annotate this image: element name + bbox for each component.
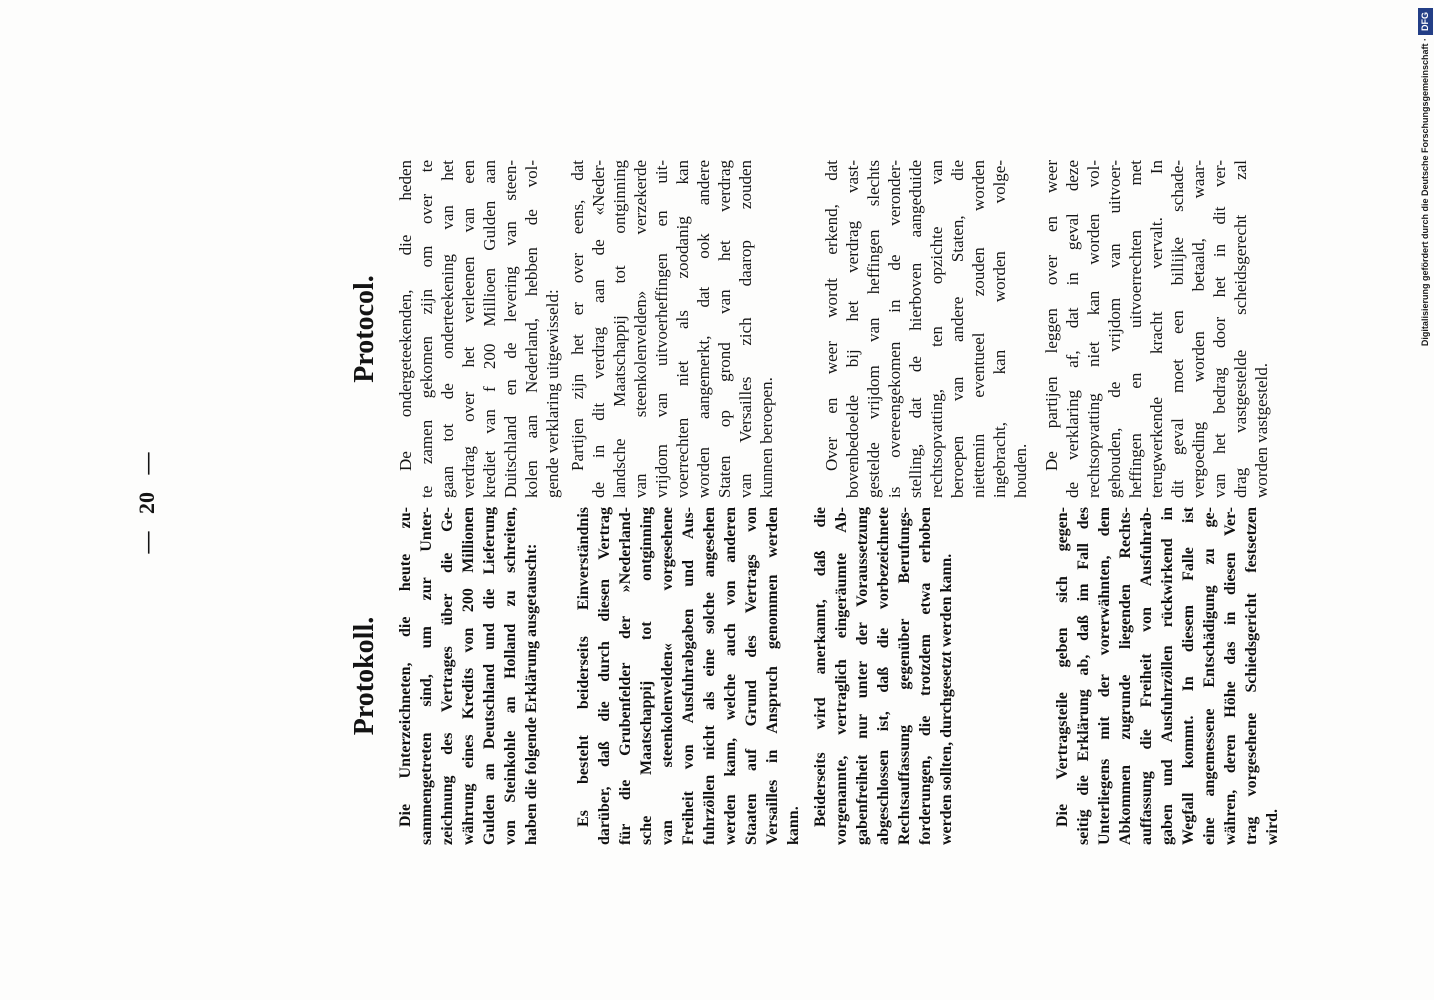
- text-line: De ondergeteekenden, die heden: [396, 160, 415, 471]
- dutch-paragraph-1: [395, 160, 563, 498]
- text-line: de in dit verdrag aan de «Neder-: [589, 160, 608, 498]
- german-paragraph-1: [395, 507, 542, 845]
- digitization-credit: [1418, 8, 1433, 346]
- text-line: Duitschland en de levering van steen-: [501, 160, 520, 498]
- text-line: für die Grubenfelder der »Nederland-: [617, 507, 634, 845]
- text-line: seitig die Erklärung ab, daß im Fall des: [1075, 507, 1092, 845]
- german-paragraph-4: [1052, 507, 1283, 845]
- text-line: de verklaring af, dat in geval deze: [1063, 160, 1082, 498]
- text-line: forderungen, die trotzdem etwa erhoben: [917, 507, 934, 845]
- german-heading: Protokoll.: [349, 616, 380, 736]
- text-line: auffassung die Freiheit von Ausfuhrab-: [1138, 507, 1155, 845]
- text-line: währung eines Kredits von 200 Millionen: [460, 507, 477, 845]
- text-line: krediet van f 200 Millioen Gulden aan: [480, 160, 499, 498]
- text-line: stelling, dat de hierboven aangeduide: [906, 160, 925, 498]
- text-line: Abkommen zugrunde liegenden Rechts-: [1117, 507, 1134, 845]
- text-line: vrijdom van uitvoerheffingen en uit-: [652, 160, 671, 498]
- text-line: abgeschlossen ist, daß die vorbezeichnete: [875, 507, 892, 845]
- text-line: van Versailles zich daarop zouden: [736, 160, 755, 498]
- text-line: Staten op grond van het verdrag: [715, 160, 734, 498]
- text-line: Es besteht beiderseits Einverständnis: [575, 507, 592, 827]
- text-line: trag vorgesehene Schiedsgericht festsetzen: [1243, 507, 1260, 845]
- dutch-paragraph-4: [1041, 160, 1272, 498]
- text-line: bovenbedoelde bij het verdrag vast-: [843, 160, 862, 498]
- text-line: landsche Maatschappij tot ontginning: [610, 160, 629, 498]
- text-line: gende verklaring uitgewisseld:: [543, 289, 562, 498]
- page-number: — 20 —: [134, 452, 159, 554]
- text-line: sammengetreten sind, um zur Unter-: [418, 507, 435, 845]
- text-line: rechtsopvatting, ten opzichte van: [927, 160, 946, 498]
- dfg-logo: DFG: [1418, 8, 1433, 35]
- text-line: Die Unterzeichneten, die heute zu-: [397, 507, 414, 827]
- text-line: worden aangemerkt, dat ook andere: [694, 160, 713, 498]
- text-line: ingebracht, kan worden volge-: [990, 160, 1009, 498]
- text-line: gabenfreiheit nur unter der Voraussetzung: [854, 507, 871, 845]
- text-line: Rechtsauffassung gegenüber Berufungs-: [896, 507, 913, 845]
- text-line: Wegfall kommt. In diesem Falle ist: [1180, 507, 1197, 845]
- text-line: fuhrzöllen nicht als eine solche angesehen: [701, 507, 718, 845]
- text-line: sche Maatschappij tot ontginning: [638, 507, 655, 845]
- text-line: van steenkolenvelden» verzekerde: [631, 160, 650, 498]
- dutch-paragraph-3: [821, 160, 1031, 498]
- text-line: kunnen beroepen.: [757, 377, 776, 498]
- text-line: haben die folgende Erklärung ausgetauscht:: [523, 543, 540, 845]
- text-line: von Steinkohle an Holland zu schreiten,: [502, 507, 519, 845]
- text-line: terugwerkende kracht vervalt. In: [1147, 160, 1166, 498]
- text-line: darüber, daß die durch diesen Vertrag: [596, 507, 613, 845]
- text-line: beroepen van andere Staten, die: [948, 160, 967, 498]
- dutch-column: [0, 160, 1434, 498]
- text-line: Over en weer wordt erkend, dat: [822, 160, 841, 471]
- text-line: werden kann, welche auch von anderen: [722, 507, 739, 845]
- text-line: gehouden, de vrijdom van uitvoer-: [1105, 160, 1124, 498]
- text-line: worden vastgesteld.: [1252, 362, 1271, 498]
- text-line: gestelde vrijdom van heffingen slechts: [864, 160, 883, 498]
- text-line: wird.: [1264, 809, 1281, 845]
- text-line: De partijen leggen over en weer: [1042, 160, 1061, 471]
- text-line: drag vastgestelde scheidsgerecht zal: [1231, 160, 1250, 498]
- text-line: eine angemessene Entschädigung zu ge-: [1201, 507, 1218, 845]
- text-line: is overeengekomen in de veronder-: [885, 160, 904, 498]
- text-line: Partijen zijn het er over eens, dat: [568, 160, 587, 471]
- text-line: van het bedrag door het in dit ver-: [1210, 160, 1229, 498]
- text-line: zeichnung des Vertrages über die Ge-: [439, 507, 456, 845]
- dutch-heading: Protocol.: [349, 275, 380, 383]
- text-line: Die Vertragsteile geben sich gegen-: [1054, 507, 1071, 827]
- text-line: kolen aan Nederland, hebben de vol-: [522, 160, 541, 498]
- text-line: Freiheit von Ausfuhrabgaben und Aus-: [680, 507, 697, 845]
- text-line: werden sollten, durchgesetzt werden kann.: [938, 553, 955, 845]
- text-line: Staaten auf Grund des Vertrags von: [743, 507, 760, 845]
- text-line: gaan tot de onderteekening van het: [438, 160, 457, 498]
- text-line: voerrechten niet als zoodanig kan: [673, 160, 692, 498]
- text-line: verdrag over het verleenen van een: [459, 160, 478, 498]
- text-line: niettemin eventueel zouden worden: [969, 160, 988, 498]
- text-line: währen, deren Höhe das in diesen Ver-: [1222, 507, 1239, 845]
- text-line: heffingen en uitvoerrechten met: [1126, 160, 1145, 498]
- german-paragraph-3: [810, 507, 957, 845]
- text-line: Gulden an Deutschland und die Lieferung: [481, 507, 498, 845]
- credit-text: Digitalisierung gefördert durch die Deutsche Forschungsgemeinschaft ·: [1420, 38, 1430, 347]
- text-line: vorgenannte, vertraglich eingeräumte Ab-: [833, 507, 850, 845]
- text-line: te zamen gekomen zijn om over te: [417, 160, 436, 498]
- german-paragraph-2: [573, 507, 804, 845]
- german-column: [0, 507, 1434, 845]
- dutch-paragraph-2: [567, 160, 777, 498]
- text-line: van steenkolenvelden« vorgesehene: [659, 507, 676, 845]
- text-line: vergoeding worden betaald, waar-: [1189, 160, 1208, 498]
- text-line: Beiderseits wird anerkannt, daß die: [812, 507, 829, 827]
- text-line: Versailles in Anspruch genommen werden: [764, 507, 781, 845]
- text-line: kann.: [785, 806, 802, 845]
- text-line: houden.: [1011, 443, 1030, 498]
- text-line: dit geval moet een billijke schade-: [1168, 160, 1187, 498]
- text-line: Unterliegens mit der vorerwähnten, dem: [1096, 507, 1113, 845]
- text-line: rechtsopvatting niet kan worden vol-: [1084, 160, 1103, 498]
- text-line: gaben und Ausfuhrzöllen rückwirkend in: [1159, 507, 1176, 845]
